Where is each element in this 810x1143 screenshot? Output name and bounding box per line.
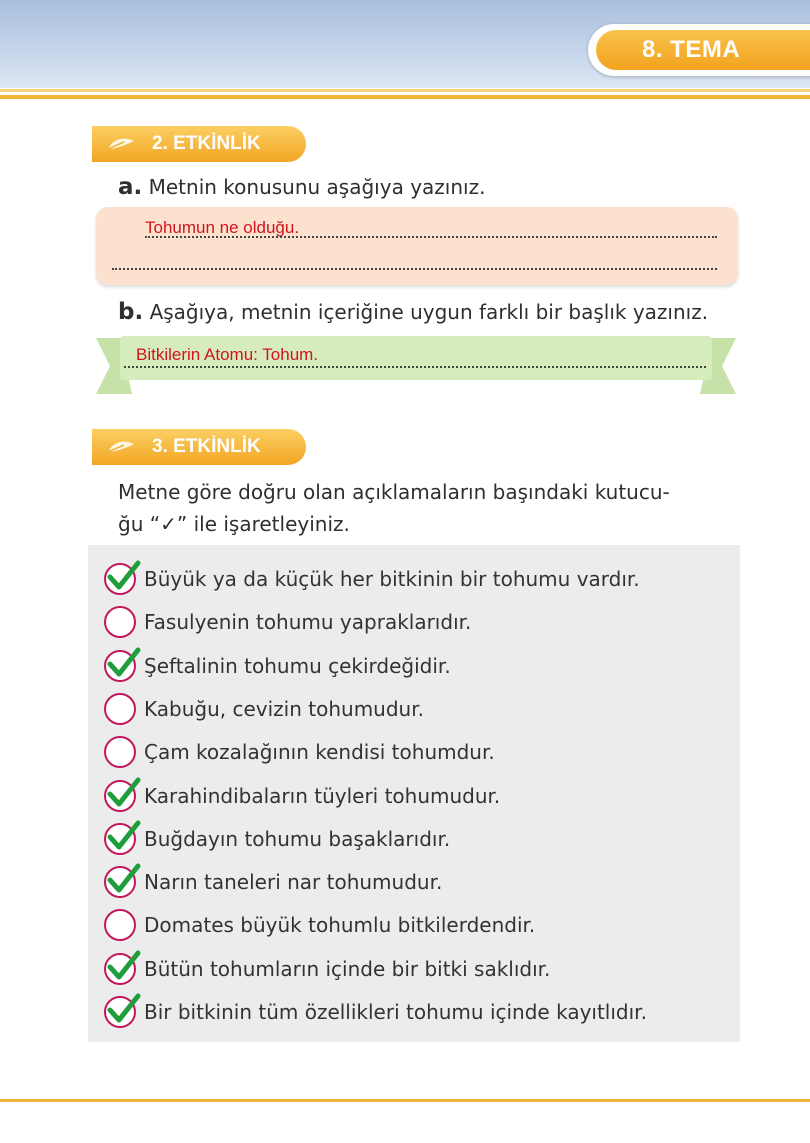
question-b-letter: b. (118, 299, 144, 325)
statement-item (104, 602, 471, 642)
answer-b-text: Bitkilerin Atomu: Tohum. (136, 345, 319, 364)
statement-item (104, 992, 647, 1032)
answer-checkbox[interactable] (104, 563, 136, 595)
statement-item (104, 819, 450, 859)
checkmark-icon (104, 860, 142, 898)
checkmark-icon (104, 557, 142, 595)
statement-item (104, 646, 451, 686)
statement-text: Karahindibaların tüyleri tohumudur. (144, 783, 501, 808)
check-glyph: ✓ (160, 512, 177, 536)
answer-checkbox[interactable] (104, 953, 136, 985)
question-a-letter: a. (118, 174, 143, 200)
header-divider (0, 95, 810, 99)
statement-text: Çam kozalağının kendisi tohumdur. (144, 740, 495, 765)
statement-text: Büyük ya da küçük her bitkinin bir tohumu vardır. (144, 567, 640, 591)
instruction-line-2: ğu “✓” ile işaretleyiniz. (118, 512, 350, 536)
activity-3-title: 3. ETKİNLİK (92, 429, 306, 465)
answer-b-line (124, 366, 706, 368)
footer-divider (0, 1099, 810, 1102)
checkmark-icon (104, 947, 142, 985)
statement-item (104, 559, 640, 599)
statement-item (104, 732, 495, 772)
question-a (118, 174, 485, 200)
statement-text: Buğdayın tohumu başaklarıdır. (144, 826, 451, 851)
question-a-text: Metnin konusunu aşağıya yazınız. (148, 175, 486, 199)
statement-text: Fasulyenin tohumu yapraklarıdır. (144, 610, 472, 635)
answer-checkbox[interactable] (104, 693, 136, 725)
statement-text: Bütün tohumların içinde bir bitki saklıdır. (144, 956, 551, 981)
answer-checkbox[interactable] (104, 780, 136, 812)
answer-checkbox[interactable] (104, 736, 136, 768)
statement-text: Bir bitkinin tüm özellikleri tohumu içinde kayıtlıdır. (144, 1000, 647, 1024)
header-divider-light (0, 89, 810, 92)
statement-text: Kabuğu, cevizin tohumudur. (144, 696, 424, 721)
statement-item (104, 689, 424, 729)
answer-a-line-2 (112, 268, 717, 270)
checkmark-icon (104, 817, 142, 855)
answer-a-text: Tohumun ne olduğu. (145, 218, 300, 237)
answer-a-line-1 (145, 236, 717, 238)
statement-item (104, 776, 500, 816)
answer-checkbox[interactable] (104, 996, 136, 1028)
activity-2-title: 2. ETKİNLİK (92, 126, 306, 162)
answer-checkbox[interactable] (104, 909, 136, 941)
statement-text: Domates büyük tohumlu bitkilerdendir. (144, 913, 536, 938)
statement-item (104, 949, 550, 989)
question-b (118, 299, 708, 325)
question-b-text: Aşağıya, metnin içeriğine uygun farklı bir başlık yazınız. (149, 300, 709, 324)
statement-item (104, 905, 535, 945)
instruction-line-1: Metne göre doğru olan açıklamaların başındaki kutucu- (118, 480, 670, 504)
activity-3-instruction (118, 476, 738, 540)
answer-checkbox[interactable] (104, 823, 136, 855)
statement-item (104, 862, 442, 902)
statement-text: Şeftalinin tohumu çekirdeğidir. (144, 653, 451, 678)
answer-checkbox[interactable] (104, 606, 136, 638)
statement-text: Narın taneleri nar tohumudur. (144, 870, 443, 895)
answer-checkbox[interactable] (104, 650, 136, 682)
checkmark-icon (104, 990, 142, 1028)
answer-checkbox[interactable] (104, 866, 136, 898)
tema-badge: 8. TEMA (596, 30, 810, 70)
leaf-icon (106, 135, 136, 153)
checkmark-icon (104, 774, 142, 812)
leaf-icon (106, 438, 136, 456)
checkmark-icon (104, 644, 142, 682)
